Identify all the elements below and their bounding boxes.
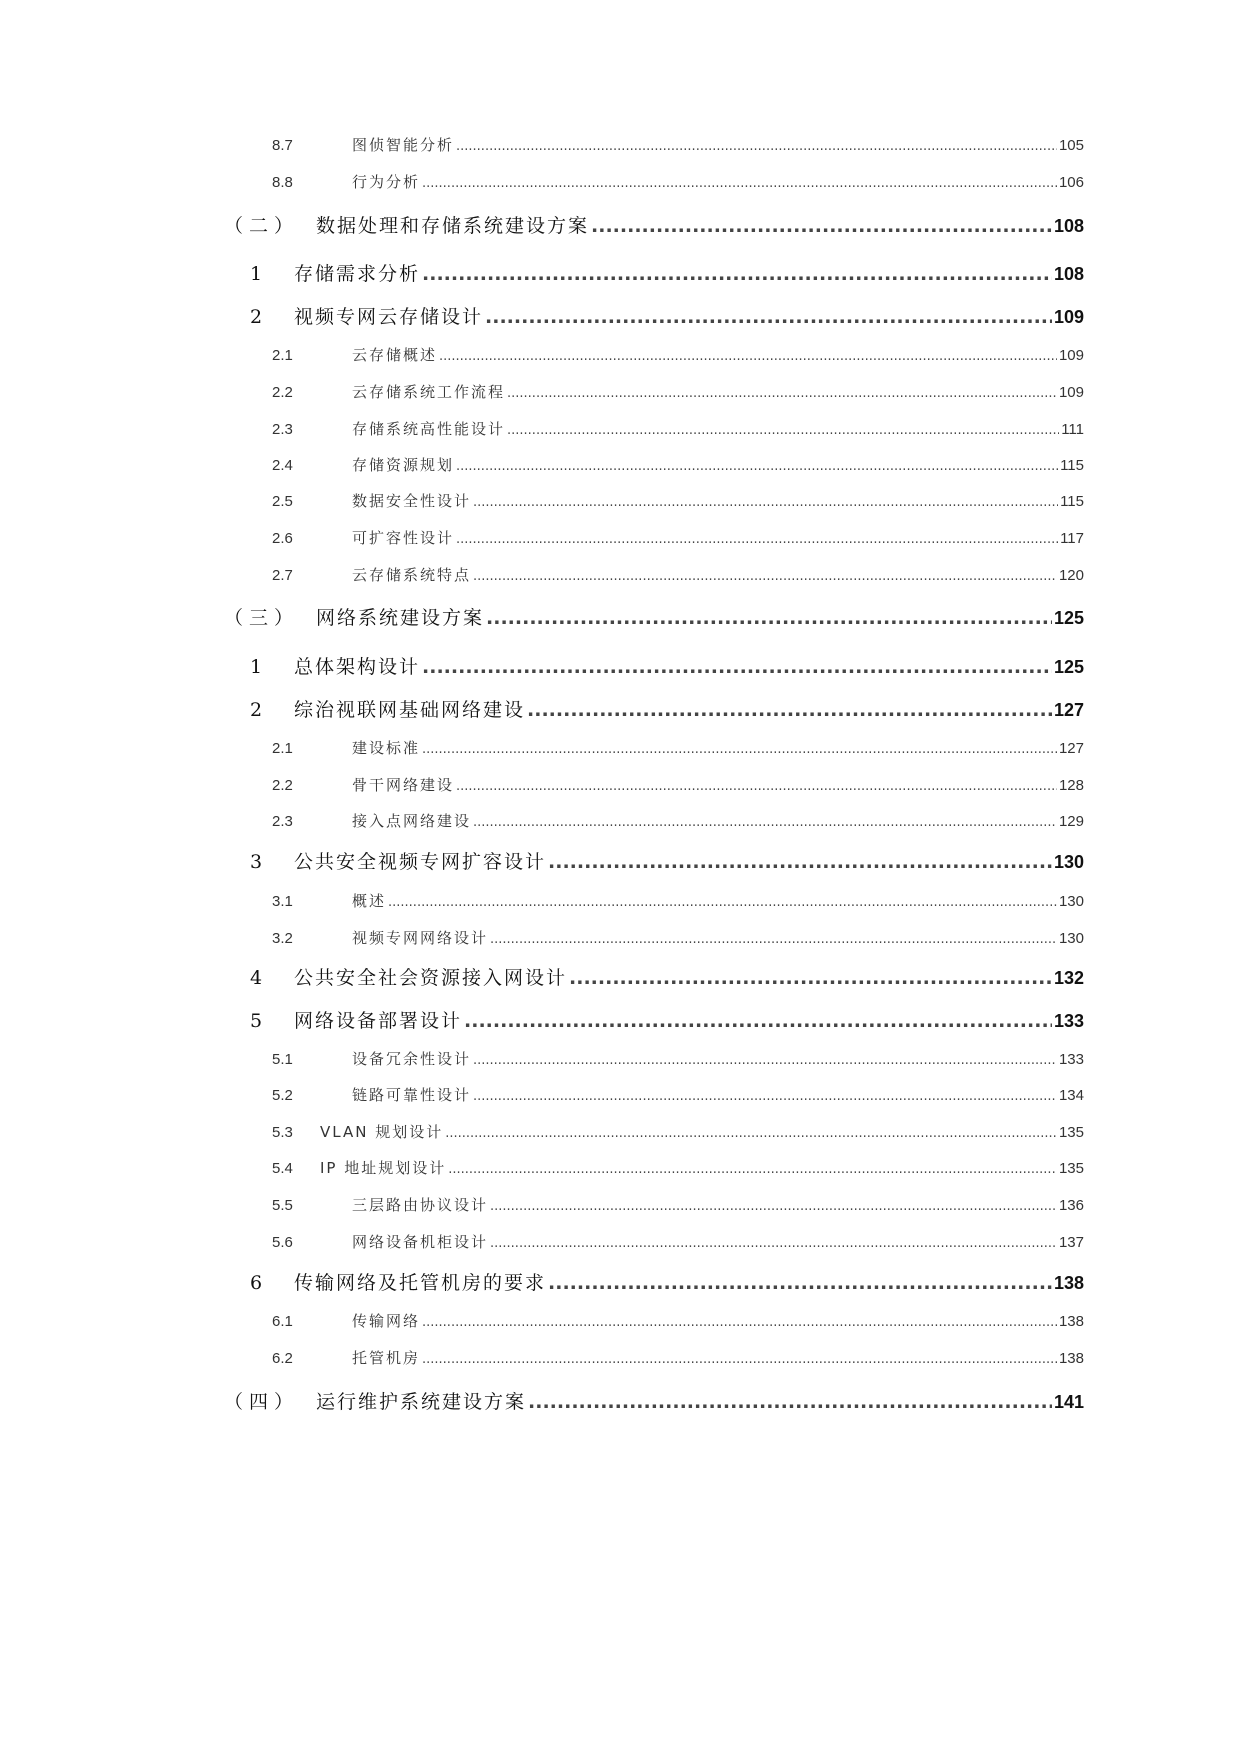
- toc-page-number: 125: [1053, 608, 1084, 628]
- toc-leader: [439, 349, 1057, 364]
- toc-entry[interactable]: [272, 1347, 1084, 1368]
- toc-title: 运行维护系统建设方案: [316, 1391, 527, 1413]
- toc-leader: [507, 386, 1057, 401]
- toc-number: 2.5: [272, 493, 293, 510]
- toc-page-number: 138: [1053, 1273, 1084, 1293]
- toc-entry[interactable]: [272, 810, 1084, 831]
- toc-number: 2.6: [272, 530, 293, 547]
- toc-page-number: 109: [1058, 384, 1084, 401]
- toc-page-number: 130: [1053, 852, 1084, 872]
- toc-leader: [388, 895, 1057, 910]
- toc-page-number: 117: [1060, 530, 1084, 547]
- toc-title: 接入点网络建设: [352, 812, 472, 830]
- toc-entry[interactable]: [272, 454, 1084, 475]
- toc-leader: [456, 779, 1057, 794]
- toc-title: IP 地址规划设计: [320, 1159, 447, 1177]
- toc-title: 传输网络及托管机房的要求: [294, 1272, 547, 1294]
- toc-title: 托管机房: [352, 1349, 421, 1367]
- toc-page-number: 133: [1058, 1051, 1084, 1068]
- toc-page-number: 134: [1058, 1087, 1084, 1104]
- toc-leader: [422, 263, 1052, 285]
- toc-entry[interactable]: [272, 527, 1084, 548]
- toc-entry[interactable]: [272, 1084, 1084, 1105]
- toc-page-number: 115: [1060, 457, 1084, 474]
- toc-number: 6: [250, 1272, 263, 1294]
- toc-page-number: 132: [1053, 968, 1084, 988]
- toc-entry[interactable]: [272, 1231, 1084, 1252]
- toc-leader: [527, 699, 1052, 721]
- toc-number: 2.7: [272, 567, 293, 584]
- toc-leader: [490, 1199, 1057, 1214]
- toc-number: （三）: [224, 607, 300, 629]
- toc-entry[interactable]: [272, 381, 1084, 402]
- toc-page-number: 135: [1058, 1124, 1084, 1141]
- toc-title: 视频专网网络设计: [352, 929, 489, 947]
- toc-number: 3: [250, 851, 263, 873]
- toc-entry[interactable]: [272, 890, 1084, 911]
- toc-page-number: 125: [1053, 657, 1084, 677]
- toc-title: 云存储系统特点: [352, 566, 472, 584]
- toc-title: 存储资源规划: [352, 456, 455, 474]
- toc-title: 网络系统建设方案: [316, 607, 485, 629]
- toc-entry[interactable]: [272, 134, 1084, 155]
- toc-page-number: 138: [1058, 1350, 1084, 1367]
- toc-page-number: 129: [1058, 813, 1084, 830]
- toc-number: 5.2: [272, 1087, 293, 1104]
- toc-page-number: 127: [1058, 740, 1084, 757]
- toc-entry[interactable]: [250, 695, 1084, 722]
- toc-page-number: 109: [1058, 347, 1084, 364]
- toc-title: 网络设备机柜设计: [352, 1233, 489, 1251]
- toc-leader: [490, 1236, 1057, 1251]
- toc-leader: [473, 1089, 1057, 1104]
- toc-entry[interactable]: [224, 211, 1084, 238]
- toc-entry[interactable]: [272, 1310, 1084, 1331]
- toc-leader: [569, 967, 1052, 989]
- toc-number: （二）: [224, 215, 300, 237]
- toc-title: 云存储系统工作流程: [352, 383, 506, 401]
- toc-leader: [456, 532, 1058, 547]
- toc-leader: [507, 423, 1059, 438]
- toc-title: 数据处理和存储系统建设方案: [316, 215, 590, 237]
- toc-page-number: 108: [1053, 216, 1084, 236]
- toc-entry[interactable]: [250, 302, 1084, 329]
- toc-leader: [448, 1162, 1057, 1177]
- toc-number: 6.2: [272, 1350, 293, 1367]
- toc-title: 公共安全社会资源接入网设计: [294, 967, 568, 989]
- toc-number: 3.1: [272, 893, 293, 910]
- toc-number: 1: [250, 263, 263, 285]
- toc-title: 三层路由协议设计: [352, 1196, 489, 1214]
- toc-page-number: 105: [1058, 137, 1084, 154]
- toc-number: 8.8: [272, 174, 293, 191]
- toc-number: （四）: [224, 1391, 300, 1413]
- toc-leader: [422, 176, 1057, 191]
- toc-page-number: 141: [1053, 1392, 1084, 1412]
- toc-number: 8.7: [272, 137, 293, 154]
- toc-leader: [456, 459, 1058, 474]
- toc-number: 6.1: [272, 1313, 293, 1330]
- toc-entry[interactable]: [272, 418, 1084, 439]
- toc-title: 云存储概述: [352, 346, 438, 364]
- toc-leader: [473, 569, 1057, 584]
- toc-entry[interactable]: [272, 171, 1084, 192]
- toc-title: 概述: [352, 892, 387, 910]
- toc-entry[interactable]: [250, 963, 1084, 990]
- toc-page-number: 115: [1060, 493, 1084, 510]
- toc-title: 存储系统高性能设计: [352, 420, 506, 438]
- toc-number: 5.1: [272, 1051, 293, 1068]
- toc-leader: [485, 306, 1052, 328]
- toc-number: 2.4: [272, 457, 293, 474]
- toc-entry[interactable]: [272, 774, 1084, 795]
- toc-entry[interactable]: [272, 1048, 1084, 1069]
- toc-leader: [548, 1272, 1052, 1294]
- toc-title: VLAN 规划设计: [320, 1123, 444, 1141]
- toc-entry[interactable]: [272, 344, 1084, 365]
- toc-number: 2: [250, 306, 263, 328]
- toc-entry[interactable]: [250, 1268, 1084, 1295]
- toc-leader: [528, 1391, 1052, 1413]
- toc-leader: [422, 656, 1052, 678]
- toc-entry[interactable]: [224, 603, 1084, 630]
- toc-leader: [473, 495, 1058, 510]
- toc-page-number: 130: [1058, 930, 1084, 947]
- toc-page-number: 130: [1058, 893, 1084, 910]
- toc-number: 5.5: [272, 1197, 293, 1214]
- toc-leader: [456, 139, 1057, 154]
- toc-page-number: 108: [1053, 264, 1084, 284]
- toc-entry[interactable]: [250, 652, 1084, 679]
- toc-number: 2.2: [272, 777, 293, 794]
- toc-title: 总体架构设计: [294, 656, 421, 678]
- toc-leader: [591, 215, 1052, 237]
- toc-number: 2.3: [272, 813, 293, 830]
- toc-number: 2.1: [272, 347, 293, 364]
- toc-number: 5.3: [272, 1124, 293, 1141]
- toc-entry[interactable]: [272, 490, 1084, 511]
- toc-title: 图侦智能分析: [352, 136, 455, 154]
- toc-leader: [422, 1315, 1057, 1330]
- toc-entry[interactable]: [250, 1006, 1084, 1033]
- toc-page-number: 127: [1053, 700, 1084, 720]
- toc-number: 2: [250, 699, 263, 721]
- toc-title: 链路可靠性设计: [352, 1086, 472, 1104]
- toc-entry[interactable]: [272, 564, 1084, 585]
- toc-entry[interactable]: [224, 1387, 1084, 1414]
- toc-page-number: 137: [1058, 1234, 1084, 1251]
- toc-title: 传输网络: [352, 1312, 421, 1330]
- toc-leader: [464, 1010, 1052, 1032]
- toc-page-number: 135: [1058, 1160, 1084, 1177]
- toc-title: 设备冗余性设计: [352, 1050, 472, 1068]
- toc-number: 2.2: [272, 384, 293, 401]
- toc-entry[interactable]: [272, 1121, 1084, 1142]
- toc-entry[interactable]: [272, 1157, 1084, 1178]
- toc-leader: [422, 1352, 1057, 1367]
- toc-number: 5: [250, 1010, 263, 1032]
- toc-title: 视频专网云存储设计: [294, 306, 484, 328]
- toc-page-number: 136: [1058, 1197, 1084, 1214]
- toc-number: 2.3: [272, 421, 293, 438]
- toc-leader: [548, 851, 1052, 873]
- toc-page-number: 133: [1053, 1011, 1084, 1031]
- toc-page-number: 128: [1058, 777, 1084, 794]
- toc-title: 存储需求分析: [294, 263, 421, 285]
- toc-entry[interactable]: [272, 1194, 1084, 1215]
- toc-leader: [473, 815, 1057, 830]
- toc-number: 5.4: [272, 1160, 293, 1177]
- toc-entry[interactable]: [250, 259, 1084, 286]
- toc-title: 数据安全性设计: [352, 492, 472, 510]
- toc-page-number: 109: [1053, 307, 1084, 327]
- toc-entry[interactable]: [272, 927, 1084, 948]
- toc-number: 1: [250, 656, 263, 678]
- toc-page-number: 120: [1058, 567, 1084, 584]
- toc-leader: [490, 932, 1057, 947]
- toc-page-number: 138: [1058, 1313, 1084, 1330]
- toc-number: 3.2: [272, 930, 293, 947]
- toc-leader: [445, 1126, 1057, 1141]
- toc-leader: [422, 742, 1057, 757]
- toc-page-number: 111: [1061, 421, 1084, 438]
- toc-title: 公共安全视频专网扩容设计: [294, 851, 547, 873]
- toc-entry[interactable]: [250, 847, 1084, 874]
- toc-title: 行为分析: [352, 173, 421, 191]
- toc-title: 网络设备部署设计: [294, 1010, 463, 1032]
- toc-number: 5.6: [272, 1234, 293, 1251]
- toc-entry[interactable]: [272, 737, 1084, 758]
- toc-title: 可扩容性设计: [352, 529, 455, 547]
- toc-number: 4: [250, 967, 263, 989]
- toc-leader: [486, 607, 1052, 629]
- toc-title: 骨干网络建设: [352, 776, 455, 794]
- toc-page-number: 106: [1058, 174, 1084, 191]
- toc-title: 综治视联网基础网络建设: [294, 699, 526, 721]
- toc-leader: [473, 1053, 1057, 1068]
- toc-number: 2.1: [272, 740, 293, 757]
- toc-title: 建设标准: [352, 739, 421, 757]
